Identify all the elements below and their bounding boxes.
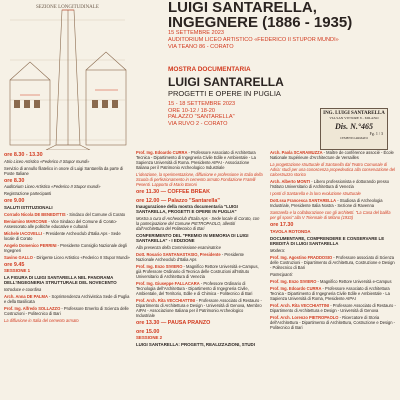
speaker-role: - Soprintendenza Archivistica Sede di Puglia e della Basilicata — [4, 294, 130, 304]
chimney-section-drawing — [0, 0, 130, 150]
exhibition-info — [168, 101, 308, 127]
talk-title: L'ideazione, la sperimentazione, diffusione e professione in Italia della Scuola di perfezionamento in cemento armato Fondazione Fratelli Pesenti. Lapporto di Mario Baroni — [136, 172, 263, 187]
title-line-2: INGEGNERE (1886 - 1935) — [168, 14, 353, 31]
speaker-role: - Maître de conférence associé - École Nationale Supérieure d'Architecture de Versailles — [270, 150, 394, 160]
event-date: 15 SETTEMBRE 2023 — [168, 30, 224, 36]
speaker — [4, 306, 130, 316]
talk-title: La diffusione in Italia del cemento armato — [4, 318, 79, 323]
program-text: Servizio di annullo filatelico in onore di Luigi Santarella da parte di Poste Italiane — [4, 165, 124, 176]
speaker-role: - Libero professionista e dottorando presso l'Istituto Universitario di Architettura di Venezia — [270, 179, 390, 189]
time-slot: ore 12.00 — Palazzo "Santarella" — [136, 197, 220, 204]
time-slot: ore 9.00 — [4, 198, 25, 204]
speaker — [270, 198, 396, 208]
speaker-role: - Presidente Consiglio Nazionale degli Ingegneri — [4, 242, 127, 253]
stamp-line-1: ING. LUIGI SANTARELLA — [323, 111, 385, 116]
time-slot: ore 13.30 — PAUSA PRANZO — [136, 320, 211, 326]
speaker-name: Prof. Ing. Giuseppe FALLACARA — [136, 281, 200, 286]
speaker — [4, 243, 130, 253]
exhibition-dates: 15 - 18 SETTEMBRE 2023 — [168, 101, 236, 107]
speaker-role: - Dirigente Liceo Artistico «Federico II Stupor Mundi» — [32, 254, 130, 260]
speaker-name: Prof. Ing. Agostino FRADDOSIO — [270, 254, 333, 260]
speaker-name: Dott.ssa Francesca SANTARELLA — [270, 198, 337, 203]
speaker-role: - Professore Associato di Architettura Tecnica - Dipartimento di Ingegneria Civile Edile e Ambientale - La Sapienza Università di Roma. Presidente AIPAI - Associazione Italiana per il Patrimonio Archeologico Industriale — [136, 150, 256, 170]
time-slot: ore 15.00 — [136, 328, 160, 335]
exhibition-address: VIA RUVO 2 - CORATO — [168, 120, 228, 127]
speaker-name: Prof. Ing. Enzo SIVIERO — [270, 278, 317, 284]
speaker-role: - Presidente Nazionale Archeoclub d'Italia Aps — [136, 252, 244, 262]
time-slot: ore 8.30 — [4, 177, 25, 184]
exhibition-hours: ORE 10-12 / 18-20 — [168, 107, 215, 114]
exhibition-title: LUIGI SANTARELLA — [168, 75, 284, 89]
program-column-2 — [136, 150, 263, 349]
speaker — [136, 150, 263, 170]
speaker — [136, 264, 263, 279]
speaker — [270, 286, 396, 301]
program-text: CONFERIMENTO DEL "PREMIO IN MEMORIA DI LUIGI SANTARELLA" - I EDIZIONE — [136, 233, 249, 243]
program-text: Inaugurazione della mostra documentaria "LUIGI SANTARELLA, PROGETTI E OPERE IN PUGLIA" — [136, 204, 238, 214]
speaker-role: - Professore associato di Scienza delle Costruzioni - Dipartimento di Architettura, Costruzione e Design - Politecnico di Bari — [270, 254, 395, 270]
program-text: Introduce e coordina — [4, 287, 42, 292]
speaker-name: Prof. Arch. Rita VECCHIATTINI — [270, 302, 330, 308]
speaker-name: Dott. Rosario SANTANASTASIO, Presidente — [136, 252, 221, 257]
speaker-name: Angelo Domenico PERRINI — [4, 242, 57, 248]
speaker-role: - Vice Sindaco del Comune di Corato-Assessorato alle politiche educative e culturali — [4, 218, 118, 229]
speaker-name: Savino GALLO — [4, 254, 33, 260]
session-title: DOCUMENTARE, COMPRENDERE E CONSERVARE LE EREDITÀ DI LUIGI SANTARELLA — [270, 235, 385, 246]
event-venue: AUDITORIUM LICEO ARTISTICO «FEDERICO II STUPOR MUNDI» — [168, 37, 339, 43]
session-heading: SALUTI ISTITUZIONALI — [4, 204, 53, 210]
session-title: LA FIGURA DI LUIGI SANTARELLA NEL PANORAMA DELL'INGEGNERIA STRUTTURALE DEL NOVECENTO — [4, 275, 117, 285]
speaker-role: - Studiosa di Archeologia Industriale, Presidente Italia Nostra - Sezione di Ravenna — [270, 198, 383, 208]
session-label: TAVOLA ROTONDA — [270, 228, 311, 234]
speaker-role: - Presidente Archeoclub d'Italia Aps - Sede locale di Corato — [4, 230, 121, 241]
talk-title: La progettazione strutturale di Santarella dal Teatro Comunale di Adria: studi per una conoscenza propedeutica alla conservazione del calcestruzzo storico — [270, 162, 395, 177]
session-label: SESSIONE 2 — [136, 335, 163, 340]
time-slot: ore 8.30 - 13.30 — [4, 152, 43, 158]
speaker — [4, 294, 130, 304]
speaker-name: Prof. Arch. Lorenzo PIETROPAOLO — [270, 314, 339, 320]
speaker-name: Michele IACOVELLI — [4, 230, 42, 236]
technical-drawing — [0, 0, 130, 150]
speaker-name: Corrado Nicola DE BENEDITTIS — [4, 211, 66, 217]
title-line-1: LUIGI SANTARELLA, — [168, 0, 317, 16]
speaker — [270, 315, 396, 330]
exhibition-palazzo: PALAZZO "SANTARELLA" — [168, 114, 235, 121]
speaker — [136, 281, 263, 296]
speaker-role: - Magnifico Rettore Università e-Campus, già Professore Ordinario di Tecnica delle Costruzioni all'Istituto Universitario di Architettura di Venezia — [136, 264, 259, 279]
speaker-name: Prof. Ing. Alfredo SOLLAZZO — [4, 306, 61, 311]
speaker — [4, 255, 130, 260]
speaker-name: Prof. Ing. Edoardo CURRA — [270, 285, 322, 291]
speaker-name: Beniamino MARCONE — [4, 218, 48, 224]
program-text: Auditorium Liceo Artistico «Federico II Stupor mundi» — [4, 184, 101, 189]
program-text: Atrio Liceo Artistico «Federico II Stupor mundi» — [4, 158, 90, 164]
speaker-role: - Ricercatore di Storia dell'Architettura - Dipartimento di Architettura, Costruzione e Design - Politecnico di Bari — [270, 314, 396, 330]
speaker — [270, 279, 396, 284]
program-text: Modera: — [270, 247, 286, 253]
speaker — [136, 252, 263, 262]
speaker-name: Arch. Paola SCARAMUZZA — [270, 150, 323, 155]
stamp-line-3: Dis. N.°465 — [334, 122, 374, 131]
event-info — [168, 30, 400, 51]
event-address: VIA TEANO 86 - CORATO — [168, 44, 234, 50]
speaker-name: Arch. Alberto MONTI — [270, 179, 311, 184]
speaker-name: Arch. Anna DE PALMA — [4, 294, 48, 299]
page-title — [168, 0, 400, 30]
speaker-role: - Sindaco del Comune di Corato — [65, 211, 126, 217]
session-label: SESSIONE 1 — [4, 268, 31, 273]
time-slot: ore 9.45 — [4, 261, 25, 268]
talk-title: I ponti di Santarella e la loro evoluzione strutturale — [270, 191, 361, 196]
speaker — [4, 231, 130, 241]
program-text: Registrazione partecipanti — [4, 191, 52, 196]
speaker-role: - Professore Associato di Restauro - Dipartimento di Architettura e Design - Università di Genova — [270, 302, 396, 313]
speaker-role: - Professore Associato di Architettura Tecnica - Dipartimento di Ingegneria Civile Edile e Ambientale - La Sapienza Università di Roma, Presidente AIPAI — [270, 285, 390, 301]
drawing-caption: SEZIONE LONGITUDINALE — [36, 5, 99, 10]
speaker-name: Prof. Arch. Rita VECCHIATTINI — [136, 298, 196, 303]
talk-title: Santarella e la collaborazione con gli architetti. "La Casa del balilla per gli sposi" alla V Triennale di Milano (1933) — [270, 210, 391, 220]
time-slot: ore 11.30 — COFFEE BREAK — [136, 189, 210, 195]
stamp-line-2: VIA SAN VITTORE 8 - MILANO — [329, 116, 379, 120]
program-column-1 — [4, 150, 130, 325]
speaker — [136, 298, 263, 318]
speaker-name: Prof. Ing. Edoardo CURRA — [136, 150, 188, 155]
session-title: LUIGI SANTARELLA: PROGETTI, REALIZZAZIONI, STUDI — [136, 342, 255, 347]
speaker — [270, 179, 396, 189]
speaker — [270, 150, 396, 160]
time-slot: ore 17.30 — [270, 222, 294, 228]
speaker-role: - Magnifico Rettore Università e-Campus — [316, 278, 392, 284]
stamp-line-5: CEMENTO ARMATO — [340, 136, 368, 140]
program-text: Mostra a cura di Archeoclub d'Italia Aps - Sede locale di Corato, con la partecipazione del Comune PIETROPAOLO, allestiti dall'Architettura del Politecnico di Bari — [136, 216, 260, 231]
speaker — [270, 303, 396, 313]
speaker — [270, 255, 396, 270]
speaker-name: Prof. Ing. Enzo SIVIERO — [136, 264, 183, 269]
engineer-stamp — [320, 108, 388, 150]
exhibition-label: MOSTRA DOCUMENTARIA — [168, 66, 251, 73]
speaker — [4, 219, 130, 229]
program-text: Alla presenza della Commissione esaminatrice — [136, 245, 221, 250]
speaker-role: - Professore Emerito di Scienza delle Costruzioni - Politecnico di Bari — [4, 306, 129, 316]
speaker-role: - Professore Associato di Restauro - Dipartimento di Architettura e Design - Università di Genova, Membro AIPAI - Associazione Italiana per il Patrimonio Archeologico Industriale — [136, 298, 262, 318]
speaker-role: - Professore Ordinario di Tecnologia dell'Architettura - Dipartimento di Ingegneria Civile, Ambientale, del Territorio, Edile e di Chimica - Politecnico di Bari — [136, 281, 253, 296]
stamp-line-4: Fg. 1 / 3 — [369, 131, 383, 136]
speaker — [4, 212, 130, 217]
program-text: Partecipanti: — [270, 271, 293, 277]
program-column-3 — [270, 150, 396, 332]
exhibition-subtitle: PROGETTI E OPERE IN PUGLIA — [168, 89, 281, 98]
